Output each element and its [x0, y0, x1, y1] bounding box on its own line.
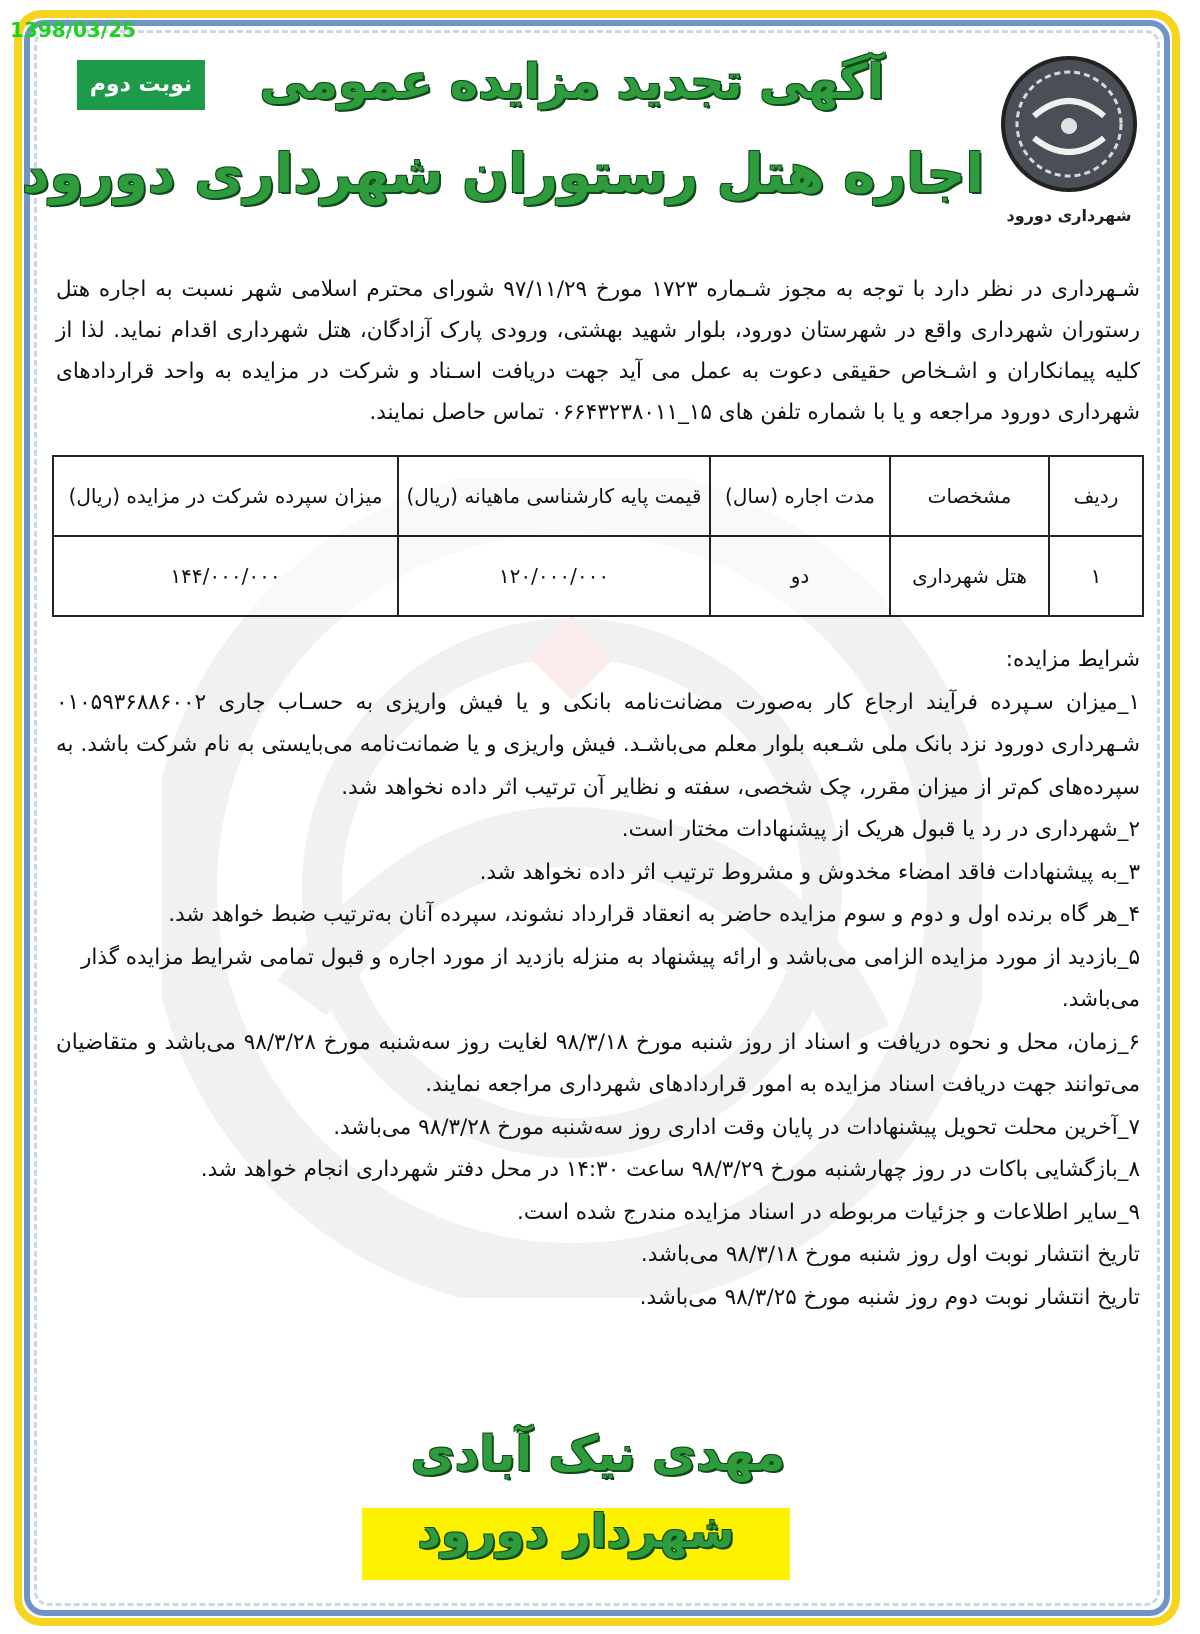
term-item: ۱_میزان سـپرده فرآیند ارجاع کار به‌صورت مضانت‌نامه بانکی و یا فیش واریزی به حسـاب جاری ۰۱۰۵۹۳۶۸۸۶۰۰۲ شـهرداری دورود نزد بانک ملی شـعبه بلوار معلم می‌باشـد. فیش واریزی و یا ضمانت‌نامه می‌بایستی به نام شرکت باشد. به سپرده‌های کم‌تر از میزان مقرر، چک شخصی، سفته و نظایر آن ترتیب اثر داده نخواهد شد.	[56, 689, 1140, 800]
publish-date-first: تاریخ انتشار نوبت اول روز شنبه مورخ ۹۸/۳/۱۸ می‌باشد.	[640, 1242, 1140, 1267]
column-header: مشخصات	[890, 456, 1049, 536]
notice-subtitle: اجاره هتل رستوران شهرداری دورود	[21, 142, 984, 205]
intro-paragraph: شـهرداری در نظر دارد با توجه به مجوز شـماره ۱۷۲۳ مورخ ۹۷/۱۱/۲۹ شورای محترم اسلامی شهر نسبت به اجاره هتل رستوران شهرداری واقع در شهرستان دورود، بلوار شهید بهشتی، ورودی پارک آزادگان، هتل شهرداری اقدام نماید. لذا از کلیه پیمانکاران و اشـخاص حقیقی دعوت به عمل می آید جهت دریافت اسـناد و شرکت در مزایده به واحد قراردادهای شهرداری دورود مراجعه و یا با شماره تلفن های ۱۵_۰۶۶۴۳۲۳۸۰۱۱ تماس حاصل نمایند.	[56, 277, 1140, 425]
mayor-name: مهدی نیک آبادی	[410, 1426, 786, 1482]
signature-block	[52, 1426, 1144, 1558]
table-cell: ۱۲۰/۰۰۰/۰۰۰	[398, 536, 710, 616]
logo-caption: شهرداری دورود	[1006, 206, 1132, 225]
municipality-logo	[994, 46, 1144, 236]
notice-content	[21, 38, 1144, 1598]
header	[21, 38, 1144, 253]
term-item: ۴_هر گاه برنده اول و دوم و سوم مزایده حاضر به انعقاد قرارداد نشوند، سپرده آنان به‌ترتیب ضبط خواهد شد.	[168, 902, 1140, 927]
term-item: ۵_بازدید از مورد مزایده الزامی می‌باشد و ارائه پیشنهاد به منزله بازدید از مورد اجاره و قبول تمامی شرایط مزایده گذار می‌باشد.	[81, 944, 1140, 1012]
table-row	[53, 536, 1143, 616]
term-item: ۸_بازگشایی باکات در روز چهارشنبه مورخ ۹۸/۳/۲۹ ساعت ۱۴:۳۰ در محل دفتر شهرداری انجام خواهد شد.	[200, 1157, 1140, 1182]
column-header: قیمت پایه کارشناسی ماهیانه (ریال)	[398, 456, 710, 536]
date-stamp: 1398/03/25	[10, 18, 136, 42]
column-header: میزان سپرده شرکت در مزایده (ریال)	[53, 456, 398, 536]
mayor-title: شهردار دورود	[417, 1504, 735, 1558]
term-item: ۷_آخرین محلت تحویل پیشنهادات در پایان وقت اداری روز سه‌شنبه مورخ ۹۸/۳/۲۸ می‌باشد.	[333, 1114, 1140, 1140]
table-header-row	[53, 456, 1143, 536]
table-cell: دو	[710, 536, 890, 616]
terms-heading: شرایط مزایده:	[1005, 647, 1140, 672]
column-header: مدت اجاره (سال)	[710, 456, 890, 536]
term-item: ۲_شهرداری در رد یا قبول هریک از پیشنهادات مختار است.	[621, 817, 1140, 842]
table-cell: ۱	[1049, 536, 1143, 616]
notice-title: آگهی تجدید مزایده عمومی	[259, 54, 884, 110]
auction-table	[52, 455, 1144, 617]
term-item: ۳_به پیشنهادات فاقد امضاء مخدوش و مشروط ترتیب اثر داده نخواهد شد.	[479, 859, 1140, 885]
municipality-seal-icon	[994, 46, 1144, 206]
term-item: ۹_سایر اطلاعات و جزئیات مربوطه در اسناد مزایده مندرج شده است.	[516, 1199, 1140, 1225]
round-badge: نوبت دوم	[77, 60, 205, 110]
publish-date-second: تاریخ انتشار نوبت دوم روز شنبه مورخ ۹۸/۳/۲۵ می‌باشد.	[639, 1284, 1140, 1310]
table-cell: ۱۴۴/۰۰۰/۰۰۰	[53, 536, 398, 616]
term-item: ۶_زمان، محل و نحوه دریافت و اسناد از روز شنبه مورخ ۹۸/۳/۱۸ لغایت روز سه‌شنبه مورخ ۹۸/۳/۲۸ می‌باشد و متقاضیان می‌توانند جهت دریافت اسناد مزایده به امور قراردادهای شهرداری مراجعه نمایند.	[56, 1029, 1140, 1097]
column-header: ردیف	[1049, 456, 1143, 536]
auction-terms	[52, 639, 1144, 1319]
table-cell: هتل شهرداری	[890, 536, 1049, 616]
